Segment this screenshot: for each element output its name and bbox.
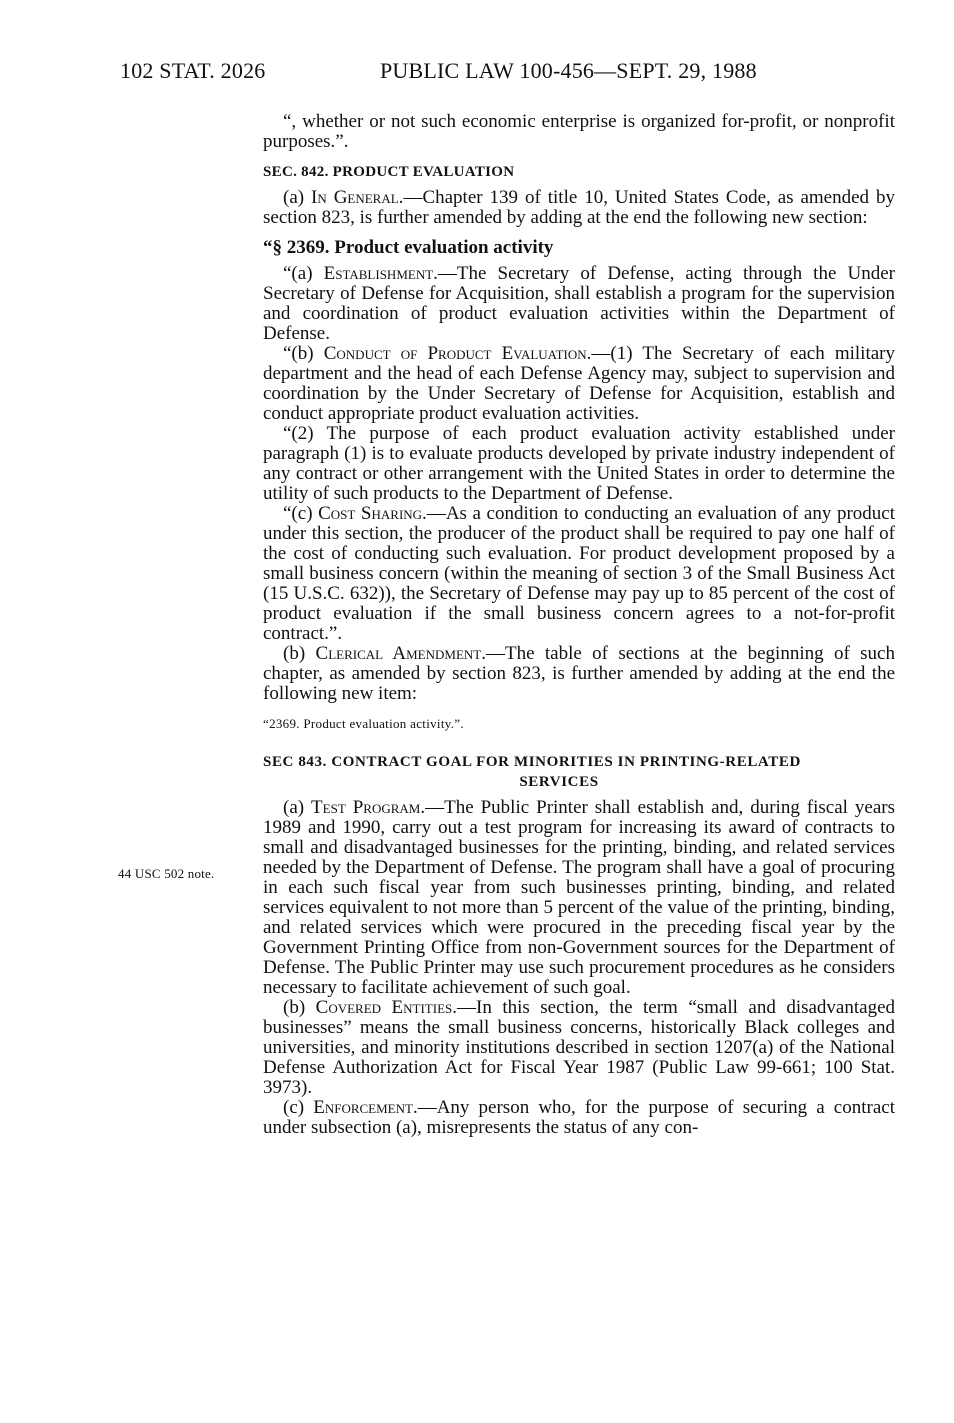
term-conduct-of-product-evaluation: Conduct of Product Evaluation.: [323, 343, 592, 364]
term-enforcement: Enforcement.: [313, 1097, 418, 1118]
document-body: [263, 112, 895, 1138]
section-842-a-paragraph: (a) In General.—Chapter 139 of title 10, United States Code, as amended by section 823, is further amended by adding at the end the following new section:: [263, 187, 895, 228]
table-of-sections-item: “2369. Product evaluation activity.”.: [263, 716, 464, 731]
section-842-heading: SEC. 842. PRODUCT EVALUATION: [263, 164, 515, 180]
margin-note: 44 USC 502 note.: [118, 866, 215, 881]
term-covered-entities: Covered Entities.: [315, 997, 457, 1018]
section-2369-title: “§ 2369. Product evaluation activity: [263, 237, 554, 258]
section-843-b-paragraph: (b) Covered Entities.—In this section, the term “small and disadvantaged businesses” means the small business concerns, historically Black colleges and universities, and minority institutions described in section 1207(a) of the National Defense Authorization Act for Fiscal Year 1987 (Public Law 99-661; 100 Stat. 3973).: [263, 997, 896, 1098]
section-843-a-paragraph: (a) Test Program.—The Public Printer shall establish and, during fiscal years 1989 and 1990, carry out a test program for increasing its award of contracts to small and disadvantaged businesses for the printing, binding, and related services needed by the Department of Defense. The program shall have a goal of procuring in each such fiscal year from such businesses printing, binding, and related services equivalent to not more than 5 percent of the value of the printing, binding, and related services which were procured in the preceding fiscal year by the Government Printing Office from non-Government sources for the Department of Defense. The Public Printer may use such procurement procedures as he considers necessary to facilitate achievement of such goal.: [263, 797, 895, 998]
section-843-heading-line2: SERVICES: [519, 774, 599, 790]
section-842-b-paragraph: (b) Clerical Amendment.—The table of sections at the beginning of such chapter, as amended by section 823, is further amended by adding at the end the following new item:: [263, 643, 895, 704]
term-establishment: Establishment.: [323, 263, 438, 284]
term-test-program: Test Program.: [311, 797, 426, 818]
section-2369-b2-paragraph: “(2) The purpose of each product evaluation activity established under paragraph (1) is to evaluate products developed by private industry independent of any contract or other arrangement with the United States in order to determine the utility of such products to the Department of Defense.: [263, 423, 895, 504]
public-law-citation: PUBLIC LAW 100-456—SEPT. 29, 1988: [380, 58, 757, 83]
section-843-heading: [263, 752, 895, 792]
term-cost-sharing: Cost Sharing.: [318, 503, 427, 524]
term-clerical-amendment: Clerical Amendment.: [315, 643, 486, 664]
section-2369-b-paragraph: “(b) Conduct of Product Evaluation.—(1) The Secretary of each military department and the head of each Defense Agency may, subject to supervision and coordination by the Under Secretary of Defense for Acquisition, establish and conduct appropriate product evaluation activities.: [263, 343, 895, 424]
intro-paragraph: “, whether or not such economic enterprise is organized for-profit, or nonprofit purposes.”.: [263, 111, 895, 152]
section-2369-c-paragraph: “(c) Cost Sharing.—As a condition to conducting an evaluation of any product under this section, the producer of the product shall be required to pay one half of the cost of conducting such evaluation. For product development proposed by a small business concern (within the meaning of section 3 of the Small Business Act (15 U.S.C. 632)), the Secretary of Defense may pay up to 85 percent of the cost of product evaluation if the small business concern agrees to a not-for-profit contract.”.: [263, 503, 895, 644]
section-2369-a-paragraph: “(a) Establishment.—The Secretary of Defense, acting through the Under Secretary of Defense for Acquisition, shall establish a program for the supervision and coordination of product evaluation activities within the Department of Defense.: [263, 263, 895, 344]
stat-page-number: 102 STAT. 2026: [120, 58, 266, 83]
section-843-heading-line1: SEC 843. CONTRACT GOAL FOR MINORITIES IN PRINTING-RELATED: [263, 754, 801, 770]
term-in-general: In General.: [311, 187, 404, 208]
section-843-c-paragraph: (c) Enforcement.—Any person who, for the purpose of securing a contract under subsection (a), misrepresents the status of any con-: [263, 1097, 895, 1138]
